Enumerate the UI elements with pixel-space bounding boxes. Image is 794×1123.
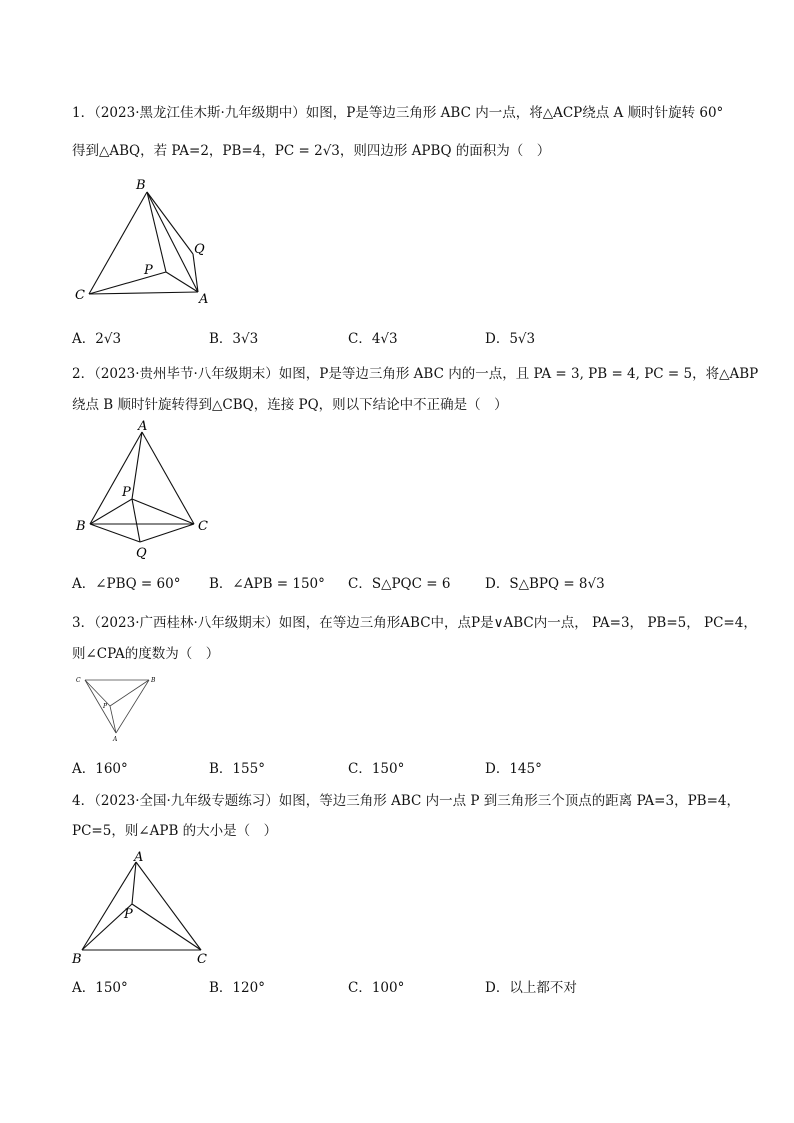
- segment-ac: [136, 862, 201, 950]
- segment-bq: [90, 524, 140, 542]
- question-4-option-d[interactable]: D．以上都不对: [485, 980, 577, 996]
- question-1-number: 1．: [72, 105, 95, 121]
- question-1-option-b[interactable]: B．3√3: [209, 331, 259, 347]
- label-a: A: [134, 850, 144, 865]
- question-4-option-b[interactable]: B．120°: [209, 980, 265, 996]
- question-3-line-1: [72, 611, 757, 631]
- question-2-stem-line-1: （2023·贵州毕节·八年级期末）如图，P是等边三角形 ABC 内的一点，且 PA = 3, PB = 4, PC = 5，将△ABP: [94, 366, 759, 382]
- question-1-option-a[interactable]: A．2√3: [72, 331, 122, 347]
- question-4-figure: [70, 846, 220, 966]
- label-c: C: [75, 288, 85, 303]
- segment-ca: [89, 292, 198, 294]
- question-2-option-b[interactable]: B．∠APB = 150°: [209, 576, 325, 592]
- segment-ap: [132, 432, 142, 499]
- question-3-stem-line-1: （2023·广西桂林·八年级期末）如图，在等边三角形ABC中，点P是∨ABC内一点， PA=3， PB=5， PC=4，: [94, 615, 757, 631]
- label-a: A: [113, 736, 118, 743]
- question-1-line-1: [72, 101, 723, 121]
- question-1-stem-line-1: （2023·黑龙江佳木斯·九年级期中）如图，P是等边三角形 ABC 内一点，将△ACP绕点 A 顺时针旋转 60°: [94, 105, 724, 121]
- question-4-line-1: [72, 789, 740, 809]
- question-1-options: [72, 327, 732, 347]
- question-3-options: [72, 757, 732, 777]
- question-3-option-c[interactable]: C．150°: [348, 761, 405, 777]
- question-3-figure: [72, 672, 162, 744]
- label-c: C: [76, 677, 81, 684]
- label-p: P: [103, 703, 108, 710]
- question-4-number: 4．: [72, 793, 95, 809]
- segment-cp: [89, 272, 166, 294]
- label-b: B: [136, 178, 146, 193]
- question-3-option-a[interactable]: A．160°: [72, 761, 128, 777]
- question-4-stem-line-1: （2023·全国·九年级专题练习）如图，等边三角形 ABC 内一点 P 到三角形三个顶点的距离 PA=3，PB=4，: [94, 793, 740, 809]
- segment-pq: [132, 499, 140, 542]
- segment-bc: [89, 192, 147, 294]
- segment-qc: [140, 524, 194, 542]
- segment-ab: [82, 862, 136, 950]
- question-4-option-a[interactable]: A．150°: [72, 980, 128, 996]
- label-a: A: [138, 419, 148, 434]
- segment-pc: [132, 904, 201, 950]
- question-2-figure: [72, 418, 222, 563]
- segment-ba: [147, 192, 198, 292]
- label-b: B: [76, 519, 86, 534]
- question-2-number: 2．: [72, 366, 95, 382]
- question-3-number: 3．: [72, 615, 95, 631]
- label-q: Q: [194, 242, 205, 257]
- question-1-option-c[interactable]: C．4√3: [348, 331, 398, 347]
- label-c: C: [197, 952, 207, 966]
- label-b: B: [72, 952, 82, 966]
- segment-ac: [142, 432, 194, 524]
- label-p: P: [122, 485, 131, 500]
- segment-bp: [90, 499, 132, 524]
- question-2-stem-line-2: 绕点 B 顺时针旋转得到△CBQ，连接 PQ，则以下结论中不正确是（ ）: [72, 397, 508, 413]
- segment-pc: [132, 499, 194, 524]
- question-3-option-b[interactable]: B．155°: [209, 761, 265, 777]
- question-4-options: [72, 976, 732, 996]
- label-q: Q: [136, 546, 147, 561]
- label-p: P: [124, 907, 133, 922]
- question-3-option-d[interactable]: D．145°: [485, 761, 542, 777]
- segment-pa: [110, 706, 116, 733]
- label-b: B: [151, 677, 156, 684]
- question-1-figure: [70, 172, 220, 307]
- label-c: C: [198, 519, 208, 534]
- question-1-stem-line-2: 得到△ABQ，若 PA=2，PB=4，PC = 2√3，则四边形 APBQ 的面积为（ ）: [72, 143, 551, 159]
- segment-bp: [110, 680, 149, 706]
- segment-ba: [116, 680, 149, 733]
- question-1-option-d[interactable]: D．5√3: [485, 331, 536, 347]
- question-3-stem-line-2: 则∠CPA的度数为（ ）: [72, 646, 220, 662]
- question-2-options: [72, 572, 732, 592]
- question-2-option-a[interactable]: A．∠PBQ = 60°: [72, 576, 181, 592]
- question-4-option-c[interactable]: C．100°: [348, 980, 405, 996]
- question-4-stem-line-2: PC=5，则∠APB 的大小是（ ）: [72, 823, 278, 839]
- label-p: P: [144, 263, 153, 278]
- segment-ca: [85, 680, 116, 733]
- question-2-option-d[interactable]: D．S△BPQ = 8√3: [485, 576, 605, 592]
- question-2-line-1: [72, 362, 758, 382]
- question-2-option-c[interactable]: C．S△PQC = 6: [348, 576, 451, 592]
- label-a: A: [199, 292, 209, 307]
